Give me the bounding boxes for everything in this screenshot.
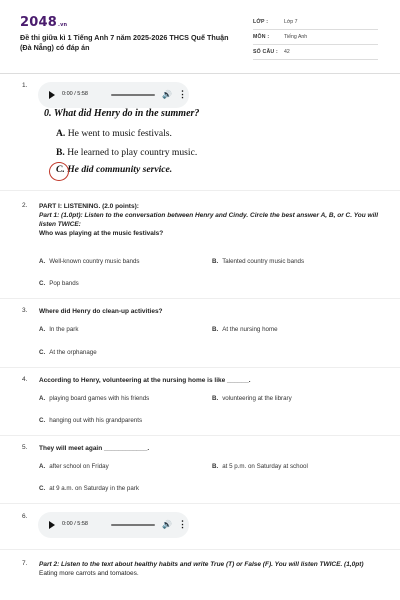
answer-circle-mark	[49, 162, 69, 181]
question-number: 5.	[22, 444, 28, 451]
option-a[interactable]: A. after school on Friday	[39, 463, 109, 470]
question-text: They will meet again ____________.	[39, 445, 150, 452]
option-b[interactable]: B. at 5 p.m. on Saturday at school	[212, 463, 308, 470]
divider	[0, 298, 400, 299]
volume-icon[interactable]: 🔊	[162, 90, 172, 99]
question-text: Where did Henry do clean-up activities?	[39, 308, 163, 315]
audio-progress-bar[interactable]	[111, 94, 155, 96]
option-c[interactable]: C. at 9 a.m. on Saturday in the park	[39, 485, 139, 492]
question-number: 2.	[22, 202, 28, 209]
header-divider	[0, 73, 400, 74]
option-a[interactable]: A. Well-known country music bands	[39, 258, 140, 265]
audio-player-1[interactable]	[38, 82, 189, 108]
audio-player-2[interactable]	[38, 512, 189, 538]
meta-subject-row: MÔN : Tiếng Anh	[253, 30, 378, 45]
meta-info	[253, 15, 378, 60]
question-body	[39, 202, 379, 238]
option-c[interactable]: C. At the orphanage	[39, 349, 97, 356]
question-number: 1.	[22, 82, 28, 89]
question-text: Eating more carrots and tomatoes.	[39, 570, 139, 577]
audio-time: 0:00 / 5:58	[62, 521, 88, 527]
meta-count-row: SỐ CÂU : 42	[253, 45, 378, 60]
document-title: Đề thi giữa kì 1 Tiếng Anh 7 năm 2025-2026 THCS Quế Thuận (Đà Nẵng) có đáp án	[20, 33, 229, 52]
image-question-stem: 0. What did Henry do in the summer?	[44, 108, 200, 119]
more-vert-icon[interactable]: ⋮	[178, 519, 187, 529]
option-b[interactable]: B. At the nursing home	[212, 326, 278, 333]
image-option-a: A. He went to music festivals.	[56, 128, 172, 139]
play-icon[interactable]	[49, 521, 55, 529]
option-c[interactable]: C. hanging out with his grandparents	[39, 417, 143, 424]
question-body	[39, 560, 379, 578]
meta-class-row: LỚP : Lớp 7	[253, 15, 378, 30]
play-icon[interactable]	[49, 91, 55, 99]
option-a[interactable]: A. playing board games with his friends	[39, 395, 150, 402]
divider	[0, 503, 400, 504]
divider	[0, 549, 400, 550]
instruction-text: Part 1: (1.0pt): Listen to the conversation between Henry and Cindy. Circle the best answer A, B, or C. You will listen TWICE:	[39, 212, 379, 228]
question-number: 4.	[22, 376, 28, 383]
site-logo[interactable]: 2048.vn	[20, 15, 68, 30]
option-b[interactable]: B. Talented country music bands	[212, 258, 305, 265]
question-number: 3.	[22, 307, 28, 314]
question-text: Who was playing at the music festivals?	[39, 230, 164, 237]
option-b[interactable]: B. volunteering at the library	[212, 395, 292, 402]
option-c[interactable]: C. Pop bands	[39, 280, 79, 287]
part-heading: PART I: LISTENING. (2.0 points):	[39, 203, 139, 210]
divider	[0, 435, 400, 436]
image-option-c: C. He did community service.	[56, 164, 173, 175]
option-a[interactable]: A. In the park	[39, 326, 79, 333]
audio-time: 0:00 / 5:58	[62, 91, 88, 97]
divider	[0, 190, 400, 191]
image-option-b: B. He learned to play country music.	[56, 147, 198, 158]
instruction-text: Part 2: Listen to the text about healthy habits and write True (T) or False (F). You will listen TWICE. (1,0pt)	[39, 561, 364, 568]
audio-progress-bar[interactable]	[111, 524, 155, 526]
question-number: 6.	[22, 513, 28, 520]
question-number: 7.	[22, 560, 28, 567]
volume-icon[interactable]: 🔊	[162, 520, 172, 529]
divider	[0, 367, 400, 368]
more-vert-icon[interactable]: ⋮	[178, 89, 187, 99]
page-header	[0, 0, 400, 70]
question-text: According to Henry, volunteering at the nursing home is like ______.	[39, 377, 251, 384]
